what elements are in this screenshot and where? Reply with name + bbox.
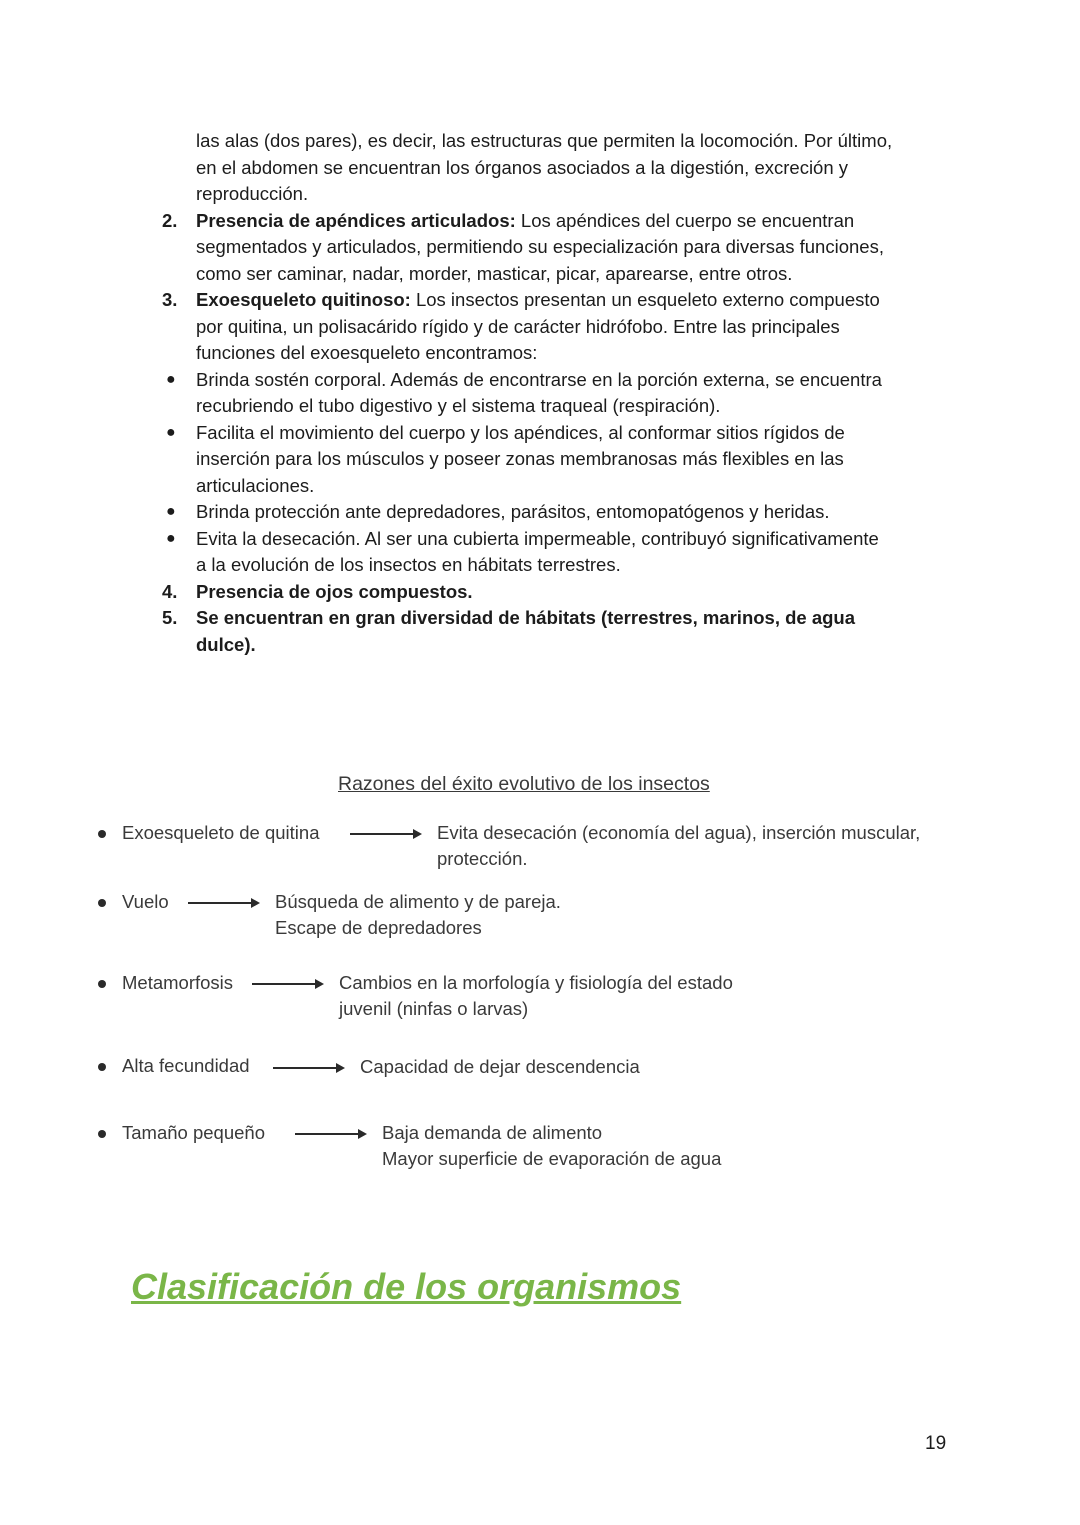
bullet-icon: ● (166, 423, 176, 441)
text-line: Los insectos presentan un esqueleto externo compuesto (410, 289, 880, 310)
text-line: juvenil (ninfas o larvas) (339, 998, 529, 1019)
diagram-label: Metamorfosis (122, 972, 234, 993)
text-line: Cambios en la morfología y fisiología del estado (339, 972, 733, 993)
item-term: Exoesqueleto quitinoso: (196, 289, 411, 310)
bullet-icon (98, 1130, 106, 1138)
text-line: en el abdomen se encuentran los órganos asociados a la digestión, excreción y (196, 156, 849, 178)
bullet-icon (98, 830, 106, 838)
text-line: articulaciones. (196, 474, 315, 496)
text-line: Los apéndices del cuerpo se encuentran (515, 209, 855, 231)
text-line: Baja demanda de alimento (382, 1122, 603, 1143)
list-number: 4. (162, 580, 178, 602)
diagram-label: Vuelo (122, 891, 169, 912)
text-line: Escape de depredadores (275, 917, 482, 938)
arrow-icon (295, 1133, 365, 1135)
arrow-icon (188, 902, 258, 904)
text-line: por quitina, un polisacárido rígido y de carácter hidrófobo. Entre las principales (196, 315, 840, 337)
text-line: Búsqueda de alimento y de pareja. (275, 891, 561, 912)
text-line: las alas (dos pares), es decir, las estructuras que permiten la locomoción. Por último, (196, 130, 893, 151)
diagram-label: Alta fecundidad (122, 1055, 250, 1076)
list-number: 5. (162, 607, 178, 628)
bullet-icon (98, 899, 106, 907)
text-line: Evita desecación (economía del agua), inserción muscular, (437, 822, 921, 843)
arrow-icon (350, 833, 420, 835)
text-line: inserción para los músculos y poseer zonas membranosas más flexibles en las (196, 448, 844, 469)
diagram-text (382, 1120, 721, 1172)
text-line: a la evolución de los insectos en hábitats terrestres. (196, 554, 621, 575)
page-number: 19 (925, 1433, 947, 1454)
text-line: reproducción. (196, 183, 309, 204)
diagram-text (437, 820, 920, 872)
arrow-icon (273, 1067, 343, 1069)
bullet-icon: ● (166, 503, 176, 520)
list-number: 3. (162, 289, 178, 310)
item-term: dulce). (196, 633, 256, 655)
diagram-text (339, 970, 733, 1022)
item-term: Presencia de apéndices articulados: (196, 209, 516, 231)
diagram-label: Exoesqueleto de quitina (122, 822, 320, 843)
text-line: protección. (437, 848, 528, 869)
text-line: funciones del exoesqueleto encontramos: (196, 342, 538, 363)
section-heading: Clasificación de los organismos (131, 1266, 682, 1307)
text-line: segmentados y articulados, permitiendo su especialización para diversas funciones, (196, 236, 884, 257)
bullet-icon: ● (166, 529, 176, 547)
diagram-label: Tamaño pequeño (122, 1122, 265, 1143)
diagram-text (275, 889, 561, 941)
text-line: recubriendo el tubo digestivo y el sistema traqueal (respiración). (196, 395, 721, 416)
text-line: Mayor superficie de evaporación de agua (382, 1148, 722, 1169)
bullet-icon (98, 1063, 106, 1071)
bullet-icon: ● (166, 370, 176, 388)
text-line: Evita la desecación. Al ser una cubierta impermeable, contribuyó significativamente (196, 527, 879, 549)
arrow-icon (252, 983, 322, 985)
list-number: 2. (162, 209, 178, 231)
text-line: Facilita el movimiento del cuerpo y los apéndices, al conformar sitios rígidos de (196, 421, 845, 443)
text-line: como ser caminar, nadar, morder, masticar, picar, aparearse, entre otros. (196, 262, 793, 284)
text-line: Brinda sostén corporal. Además de encontrarse en la porción externa, se encuentra (196, 368, 882, 390)
text-line: Capacidad de dejar descendencia (360, 1056, 640, 1077)
text-line: Brinda protección ante depredadores, parásitos, entomopatógenos y heridas. (196, 501, 830, 522)
diagram-title: Razones del éxito evolutivo de los insectos (338, 773, 710, 795)
diagram-text (360, 1054, 640, 1080)
item-term: Se encuentran en gran diversidad de hábitats (terrestres, marinos, de agua (196, 607, 856, 628)
item-term: Presencia de ojos compuestos. (196, 580, 473, 602)
bullet-icon (98, 980, 106, 988)
